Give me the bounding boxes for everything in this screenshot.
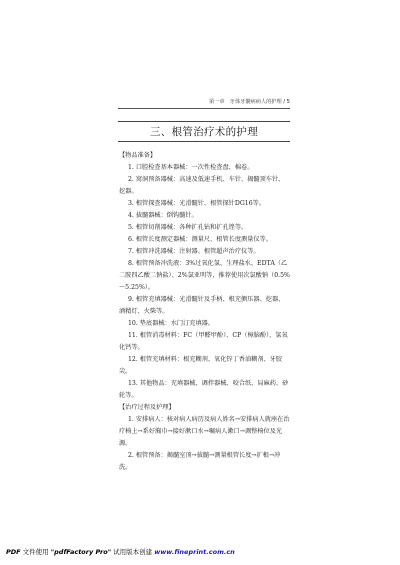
list-item: 1. 口腔检查基本器械：一次性检查盘、棉卷。 [128,164,254,171]
section-title-box [118,121,290,142]
list-item: 2. 窝洞预备器械：高速及低速手机、车针、揭髓顶车针、挖器。 [119,176,285,195]
list-item: 8. 根管预备冲洗液：3%过氧化氢、生理盐水、EDTA（乙二胺四乙酸二钠盐）、2%氯亚明等，推荐使用次氯酸钠（0.5%～5.25%）。 [119,260,290,291]
list-item: 4. 拔髓器械：倒钩髓针。 [128,212,198,219]
body-text [119,150,290,474]
running-header: 第一章 牙体牙髓病病人的护理 / 5 [209,99,290,105]
list-item: 10. 垫底器械：水门汀充填器。 [128,320,215,327]
section-title: 三、根管治疗术的护理 [150,126,258,138]
footer-text: 文件使用 [20,548,51,556]
footer-text: 试用版本创建 [111,548,155,556]
watermark-footer [6,547,306,556]
footer-url-link[interactable]: www.fineprint.com.cn [154,548,235,556]
footer-brand: "pdfFactory Pro" [50,548,112,556]
header-rule [118,108,290,109]
section-heading: 【物品准备】 [119,152,157,159]
list-item: 12. 根管充填材料：根充糊剂、氧化锌丁香油糊剂、牙胶尖。 [119,356,283,375]
list-item: 9. 根管充填器械：光滑髓针及手柄、根充侧压器、挖器、酒精灯、火柴等。 [119,296,285,315]
list-item: 5. 根管切削器械：各种扩孔钻和扩孔锉等。 [128,224,248,231]
list-item: 7. 根管冲洗器械：注射器、根管超声治疗仪等。 [128,248,260,255]
list-item: 13. 其他物品：充填器械、调拌器械、咬合纸、局麻药、砂轮等。 [119,380,289,399]
section-heading: 【治疗过程及护理】 [119,404,175,411]
list-item: 11. 根管消毒材料：FC（甲醛甲酚）、CP（樟脑酚）、氢氧化钙等。 [119,332,288,351]
list-item: 6. 根管长度测定器械：测量尺、根管长度测量仪等。 [128,236,272,243]
footer-pdf-label: PDF [6,548,21,556]
list-item: 1. 安排病人：核对病人病历及病人姓名→安排病人就座在治疗椅上→系好胸巾→接好漱口水→嘱病人漱口→调整椅位及光源。 [119,416,290,447]
list-item: 3. 根管探查器械：光滑髓针、根管探针DG16等。 [128,200,266,207]
list-item: 2. 根管预备：揭髓室顶→拔髓→测量根管长度→扩根→冲洗。 [119,452,281,471]
